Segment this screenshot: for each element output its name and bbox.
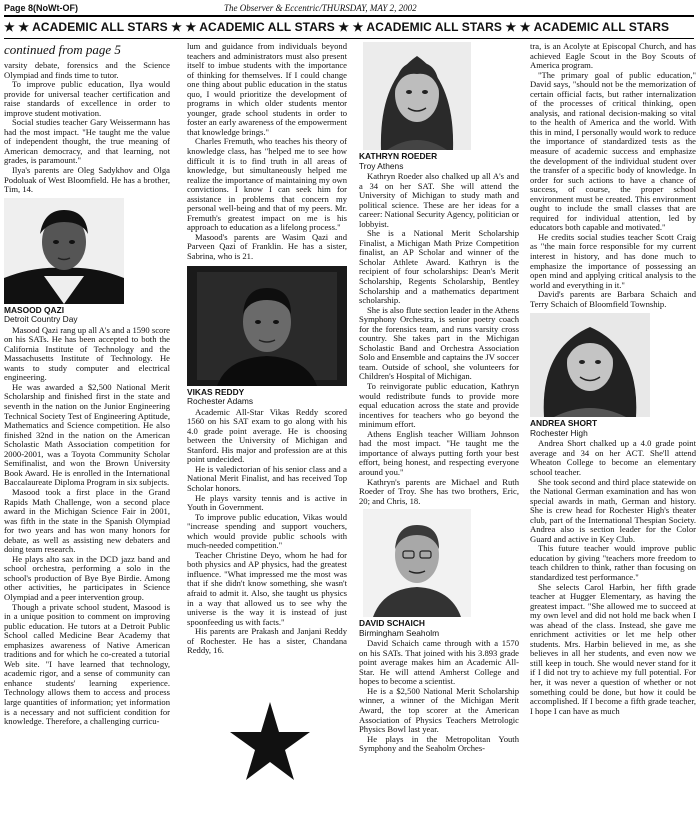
school-name: Birmingham Seaholm [359,627,440,638]
photo-caption [187,388,347,407]
banner-rule [4,38,694,39]
paragraph: David's parents are Barbara Schaich and Terry Schaich of Bloomfield Township. [530,289,696,309]
paragraph: "The primary goal of public education," David says, "should not be the memorization of certain official facts, but rather internalization of the processes of critical thinking, open analysis, and rational decision-making so vital to the health of America and the world. With this in mind, I personally would work to reduce the importance of standardized tests as the measure of academic success and emphasize the development of the individual student over the transfer of a specific body of knowledge. In order for such actions to have a chance of success, of course, the proper school environment must be created. This environment ought to include the small classes that are required for individual attention, led by educators both capable and motivated." [530,69,696,233]
article-column-1 [4,42,170,822]
paragraph: Masood took a first place in the Grand Rapids Math Challenge, won a second place award in the Michigan Science Fair in 2001, was fifth in the state in the Spanish Olympiad for two years and has won many honors for debate, as well as assisting new debaters and doing team research. [4,486,170,555]
school-name: Rochester High [530,427,588,438]
paragraph: He credits social studies teacher Scott Craig as "the main force responsible for my current interest in history, and has done much to emphasize the importance of possessing an open mind and applying critical analysis to the world and everything in it." [530,231,696,290]
page-header [4,3,694,15]
header-rule [4,15,694,17]
paragraph: Athens English teacher William Johnson had the most impact. "He taught me the importance of always putting forth your best effort, being honest, and respecting everyone around you." [359,428,519,477]
student-name: MASOOD QAZI [4,304,65,315]
article-column-4 [530,42,696,822]
vikas-reddy-photo [187,266,347,386]
paragraph: His parents are Prakash and Janjani Reddy of Rochester. He has a sister, Chandana Reddy, 16. [187,626,347,656]
paragraph: To improve public education, Vikas would "increase spending and support vouchers, which would provide public schools with much-needed competition." [187,511,347,551]
paragraph: varsity debate, forensics and the Science Olympiad and finds time to tutor. [4,60,170,80]
student-name: VIKAS REDDY [187,386,245,397]
masood-qazi-photo [4,198,124,304]
paragraph: He was awarded a $2,500 National Merit Scholarship and finished first in the state and seventh in the nation on the Junior Engineering Technical Society Test of Engineering Aptitude, Mathematics and Science competition. He also finished 32nd in the nation on the American Scholastic Math Association competition for 2000-2001, was a Toyota Community Scholar Semifinalist, and won the Brown University Book Award. He is enrolled in the International Baccalaureate Diploma Program in six subjects. [4,381,170,488]
paragraph: Academic All-Star Vikas Reddy scored 1560 on his SAT exam to go along with his 4.0 grade point average. He is choosing between the University of Michigan and Stanford. His major and profession are at this point undecided. [187,406,347,465]
paragraph: lum and guidance from individuals beyond teachers and administrators must also present itself to imbue students with the importance of thinking for themselves. If I could change one thing about public education in the status quo, I would prioritize the development of programs in which older students mentor younger, grade school students in order to foster an early awareness of the empowerment that knowledge brings." [187,42,347,137]
paragraph: Charles Fremuth, who teaches his theory of knowledge class, has "helped me to see how difficult it is to find truth in all areas of knowledge, but simultaneously helped me realize the importance of maintaining my own convictions. I know I can seek him for assistance in problems that concern my personal well-being and that of my peers. Mr. Fremuth's greatest impact on me is his approach to education as a lifelong process." [187,136,347,233]
section-banner: ★ ★ ACADEMIC ALL STARS ★ ★ ACADEMIC ALL STARS ★ ★ ACADEMIC ALL STARS ★ ★ ACADEMIC ALL STARS [4,20,670,34]
paragraph: Masood Qazi rang up all A's and a 1590 score on his SATs. He has been accepted to both the California Institute of Technology and the Massachusetts Institute of Technology. He wants to study computer and electrical engineering. [4,324,170,383]
article-column-3 [359,42,519,822]
school-name: Detroit Country Day [4,314,78,325]
paragraph: This future teacher would improve public education by giving "teachers more freedom to teach children to think, rather than focusing on standardized test performance." [530,543,696,582]
student-name: KATHRYN ROEDER [359,151,438,161]
paragraph: He plays varsity tennis and is active in Youth in Government. [187,492,347,513]
page-number: Page 8(NoWt-OF) [4,3,78,13]
paragraph: David Schaich came through with a 1570 on his SATs. That joined with his 3.893 grade point average makes him an Academic All-Star. He will attend Amherst College and hopes to become a scientist. [359,638,519,687]
paragraph: He plays alto sax in the DCD jazz band and school orchestra, performing a solo in the school's production of Bye Bye Birdie. Among other activities, he participates in Science Olympiad and a peer intervention group. [4,553,170,602]
continued-line: continued from page 5 [4,42,121,57]
photo-caption [359,619,519,638]
paragraph: Andrea Short chalked up a 4.0 grade point average and 34 on her ACT. She'll attend Wheaton College to become an elementary school teacher. [530,438,696,477]
paragraph: To reinvigorate public education, Kathryn would redistribute funds to provide more equal education across the state and provide incentives for teachers who go beyond the minimum effort. [359,381,519,430]
paragraph: She selects Carol Harbin, her fifth grade teacher at Hugger Elementary, as having the greatest impact. "She allowed me to succeed at my own level and did not hold me back when I was ahead of the class. Instead, she gave me enrichment activities or let me help other students. Mrs. Harbin believed in me, as she believes in all her students, and even now we still keep in touch. She would never stand for it if I did not try to achieve my full potential. For her, it was never a question of whether or not something could be done, but how it could be accomplished. If I become a fifth grade teacher, I hope I can have as much [530,581,696,716]
kathryn-roeder-photo [363,42,471,150]
paragraph: He is a $2,500 National Merit Scholarship winner, a winner of the Michigan Merit Award, the top scorer at the American Association of Physics Teachers Metrologic Physics Bowl last year. [359,685,519,735]
student-name: ANDREA SHORT [530,418,598,429]
paragraph: Though a private school student, Masood is in a unique position to comment on improving public education. He tutors at a Detroit Public School called Medicine Bear Academy that emphasizes awareness of Native American traditions and for which he co-created a tutorial Web site. "I have learned that technology, academic rigor, and a sense of community can enhance students' learning experience. Technology allows them to access and process large quantities of information; yet information is a necessary and not sufficient condition for knowledge. Therefore, a challenging curricu- [4,601,170,727]
paragraph: Masood's parents are Wasim Qazi and Parveen Qazi of Franklin. He has a sister, Sabrina, who is 21. [187,231,347,262]
photo-caption [530,419,696,438]
paragraph: Ilya's parents are Oleg Sadykhov and Olga Podoluak of West Bloomfield. He has a brother, Tim, 14. [4,165,170,195]
paragraph: She is also flute section leader in the Athens Symphony Orchestra, is senior poetry coach for the forensics team, and runs varsity cross country. She takes part in the Michigan Scholastic Band and Orchestra Association Solo and Ensemble and captains the JV soccer team. Outside of school, she volunteers for Children's Hospital of Michigan. [359,304,519,382]
article-column-2 [187,42,347,702]
paragraph: She is a National Merit Scholarship Finalist, a Michigan Math Prize Competition finalist, an AP Scholar and winner of the Scholar Athlete Award. Kathryn is the recipient of four scholarships: Dean's Merit Scholarship, Regents Scholarship, Bentley Scholarship and a mathematics department scholarship. [359,228,519,306]
andrea-short-photo [530,313,650,417]
school-name: Rochester Adams [187,396,254,407]
david-schaich-photo [363,509,471,617]
paragraph: Kathryn Roeder also chalked up all A's and a 34 on her SAT. She will attend the University of Michigan to study math and political science. These are her ideas for a career: National Security Agency, politician or lobbyist. [359,171,519,229]
paragraph: He is valedictorian of his senior class and a National Merit Finalist, and has received Top Scholar honors. [187,463,347,493]
school-name: Troy Athens [359,160,404,171]
paragraph: tra, is an Acolyte at Episcopal Church, and has achieved Eagle Scout in the Boy Scouts of America program. [530,42,696,71]
paragraph: Kathryn's parents are Michael and Ruth Roeder of Troy. She has two brothers, Eric, 20; and Chris, 18. [359,476,519,506]
paragraph: She took second and third place statewide on the National German examination and has won special awards in math, German and history. She is crew head for Rochester High's theater club, part of the International Thespian Society. Andrea also is section leader for the Color Guard and active in Key Club. [530,476,696,544]
paragraph: He plays in the Metropolitan Youth Symphony and the Seaholm Orches- [359,733,519,754]
photo-caption [359,152,519,171]
photo-caption [4,306,170,325]
paragraph: Social studies teacher Gary Weissermann has had the most impact. "He taught me the value of independent thought, the true meaning of American democracy, and that learning, not grades, is paramount." [4,117,170,166]
paragraph: To improve public education, Ilya would provide for universal teacher certification and raise standards of excellence in order to improve student motivation. [4,79,170,118]
star-graphic [228,700,312,784]
paragraph: Teacher Christine Deyo, whom he had for both physics and AP physics, had the greatest influence. "What impressed me the most was that if she didn't know something, she wasn't afraid to admit it. Also, she taught us physics in a way that allowed us to see why the universe is the way it is instead of just spoonfeeding us with facts." [187,549,347,627]
student-name: DAVID SCHAICH [359,618,425,629]
masthead: The Observer & Eccentric/THURSDAY, MAY 2, 2002 [224,3,417,13]
